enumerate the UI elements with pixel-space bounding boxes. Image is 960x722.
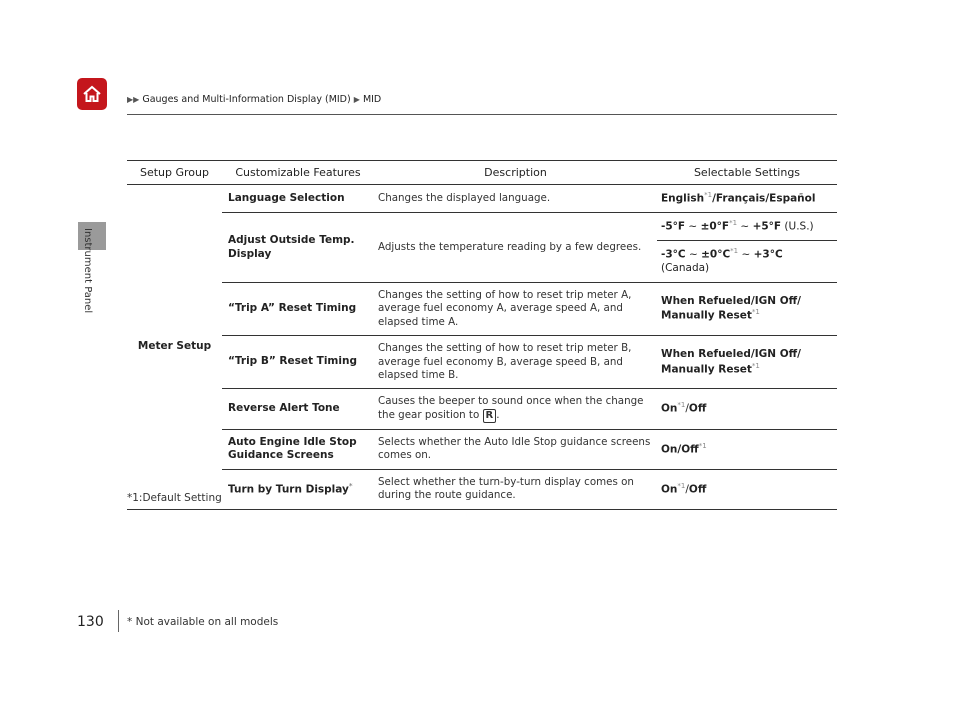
feature-cell: “Trip A” Reset Timing: [222, 283, 374, 336]
settings-cell-us: -5°F ~ $\pm 0^\circ F^{*1}$ ~ +5°F (U.S.): [657, 213, 837, 241]
table-row: [127, 389, 837, 429]
settings-cell: On/Off$^{*1}$: [657, 429, 837, 469]
page-number: 130: [77, 614, 104, 630]
breadcrumb-arrow-icon: ▶: [353, 95, 360, 104]
settings-cell: On$^{*1}$/Off: [657, 469, 837, 509]
feature-cell: Auto Engine Idle Stop Guidance Screens: [222, 429, 374, 469]
description-cell: Changes the setting of how to reset trip meter A, average fuel economy A, average speed A, and elapsed time A.: [374, 283, 657, 336]
settings-cell: When Refueled/IGN Off/ Manually Reset$^{*1}$: [657, 336, 837, 389]
feature-cell: Reverse Alert Tone: [222, 389, 374, 429]
home-icon: [82, 84, 102, 104]
description-cell: Select whether the turn-by-turn display comes on during the route guidance.: [374, 469, 657, 509]
footer-divider: [118, 610, 119, 632]
table-row: [127, 429, 837, 469]
header-setup-group: Setup Group: [127, 161, 222, 185]
table-row: [127, 213, 837, 241]
settings-cell: English$^{*1}$/Français/Español: [657, 185, 837, 213]
table-row: [127, 336, 837, 389]
home-button[interactable]: [77, 78, 107, 110]
default-setting-footnote: *1:Default Setting: [127, 492, 222, 504]
header-settings: Selectable Settings: [657, 161, 837, 185]
description-cell: Adjusts the temperature reading by a few degrees.: [374, 213, 657, 283]
availability-note: * Not available on all models: [127, 616, 279, 628]
breadcrumb-link-gauges[interactable]: Gauges and Multi-Information Display (MID): [142, 94, 351, 105]
table-row: [127, 185, 837, 213]
table-header-row: [127, 161, 837, 185]
feature-cell: Language Selection: [222, 185, 374, 213]
gear-r-key-icon: R: [483, 409, 497, 423]
settings-cell: On$^{*1}$/Off: [657, 389, 837, 429]
header-features: Customizable Features: [222, 161, 374, 185]
header-description: Description: [374, 161, 657, 185]
table-row: [127, 283, 837, 336]
header-divider: [127, 114, 837, 115]
breadcrumb: [127, 94, 381, 105]
feature-cell: Turn by Turn Display*: [222, 469, 374, 509]
feature-cell: Adjust Outside Temp. Display: [222, 213, 374, 283]
breadcrumb-link-mid[interactable]: MID: [362, 94, 382, 105]
description-cell: Changes the displayed language.: [374, 185, 657, 213]
feature-cell: “Trip B” Reset Timing: [222, 336, 374, 389]
settings-cell: When Refueled/IGN Off/ Manually Reset$^{*1}$: [657, 283, 837, 336]
description-cell: Selects whether the Auto Idle Stop guidance screens comes on.: [374, 429, 657, 469]
description-cell: Changes the setting of how to reset trip meter B, average fuel economy B, average speed B, and elapsed time B.: [374, 336, 657, 389]
breadcrumb-arrow-icon: ▶▶: [127, 95, 140, 104]
settings-table: [127, 160, 837, 510]
settings-cell-canada: -3°C ~ $\pm 0^\circ C^{*1}$ ~ +3°C (Canada): [657, 241, 837, 283]
section-label: Instrument Panel: [82, 228, 93, 314]
setup-group-cell: Meter Setup: [127, 185, 222, 510]
description-cell: Causes the beeper to sound once when the change the gear position to R .: [374, 389, 657, 429]
table-row: [127, 469, 837, 509]
